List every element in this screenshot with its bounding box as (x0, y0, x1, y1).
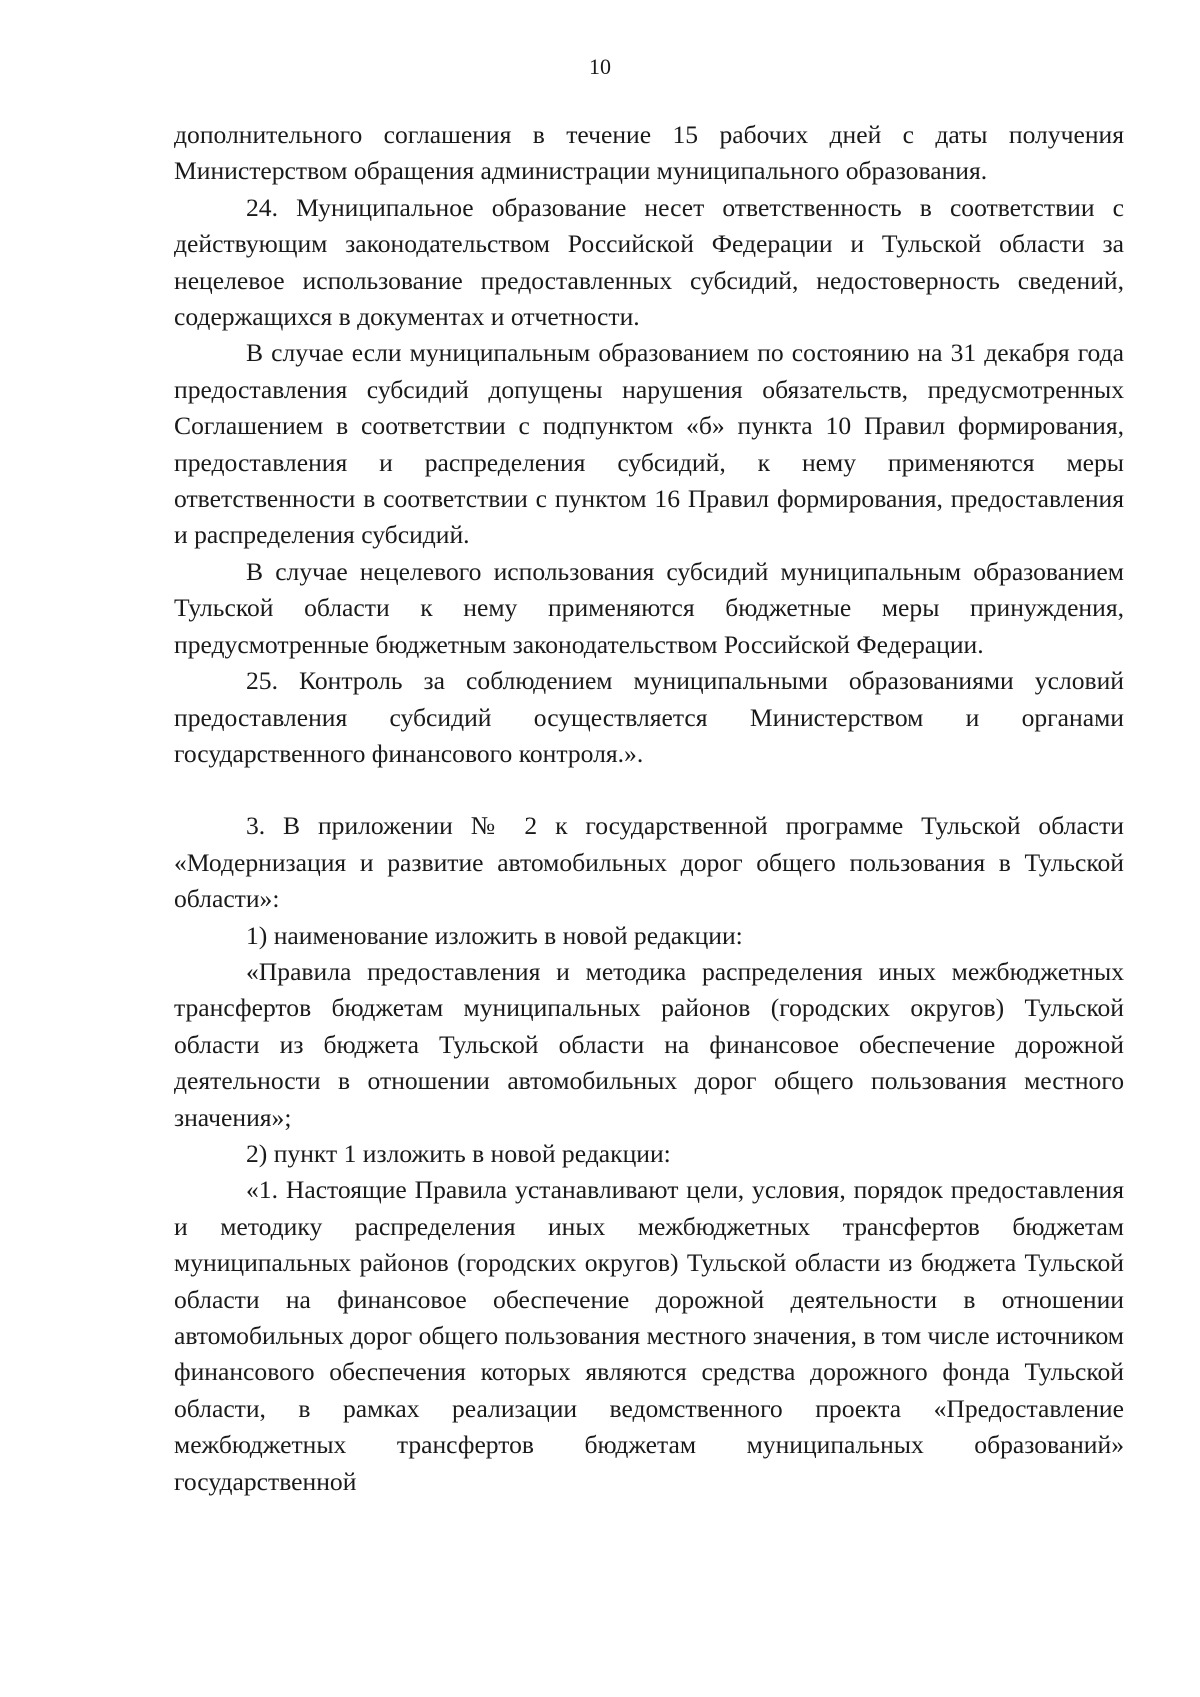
paragraph-new-title: «Правила предоставления и методика распределения иных межбюджетных трансфертов бюджетам муниципальных районов (городских округов) Тульской области из бюджета Тульской области на финансовое обеспечение дорожной деятельности в отношении автомобильных дорог общего пользования местного значения»; (174, 956, 1124, 1132)
paragraph-clause-25: 25. Контроль за соблюдением муниципальными образованиями условий предоставления субсидий осуществляется Министерством и органами государственного финансового контроля.». (174, 666, 1124, 768)
paragraph-violation-obligations: В случае если муниципальным образованием по состоянию на 31 декабря года предоставления субсидий допущены нарушения обязательств, предусмотренных Соглашением в соответствии с подпунктом «б» пункта 10 Правил формирования, предоставления и распределения субсидий, к нему применяются меры ответственности в соответствии с пунктом 16 Правил формирования, предоставления и распределения субсидий. (174, 338, 1124, 550)
paragraph-clause-24: 24. Муниципальное образование несет ответственность в соответствии с действующим законодательством Российской Федерации и Тульской области за нецелевое использование предоставленных субсидий, недостоверность сведений, содержащихся в документах и отчетности. (174, 192, 1124, 332)
paragraph-rules-clause-1: «1. Настоящие Правила устанавливают цели, условия, порядок предоставления и методику распределения иных межбюджетных трансфертов бюджетам муниципальных районов (городских округов) Тульской области из бюджета Тульской области на финансовое обеспечение дорожной деятельности в отношении автомобильных дорог общего пользования местного значения, в том числе источником финансового обеспечения которых являются средства дорожного фонда Тульской области, в рамках реализации ведомственного проекта «Предоставление межбюджетных трансфертов бюджетам муниципальных образований» государственной (174, 1175, 1124, 1496)
paragraph-misuse-measures: В случае нецелевого использования субсидий муниципальным образованием Тульской области к нему применяются бюджетные меры принуждения, предусмотренные бюджетным законодательством Российской Федерации. (174, 556, 1124, 659)
paragraph-subitem-2: 2) пункт 1 изложить в новой редакции: (246, 1138, 671, 1168)
page-number: 10 (589, 54, 611, 79)
paragraph-subitem-1: 1) наименование изложить в новой редакции: (246, 920, 743, 950)
paragraph-continuation: дополнительного соглашения в течение 15 рабочих дней с даты получения Министерством обращения администрации муниципального образования. (174, 120, 1124, 186)
document-body (174, 117, 1124, 1500)
paragraph-item-3: 3. В приложении № 2 к государственной программе Тульской области «Модернизация и развитие автомобильных дорог общего пользования в Тульской области»: (174, 811, 1124, 914)
